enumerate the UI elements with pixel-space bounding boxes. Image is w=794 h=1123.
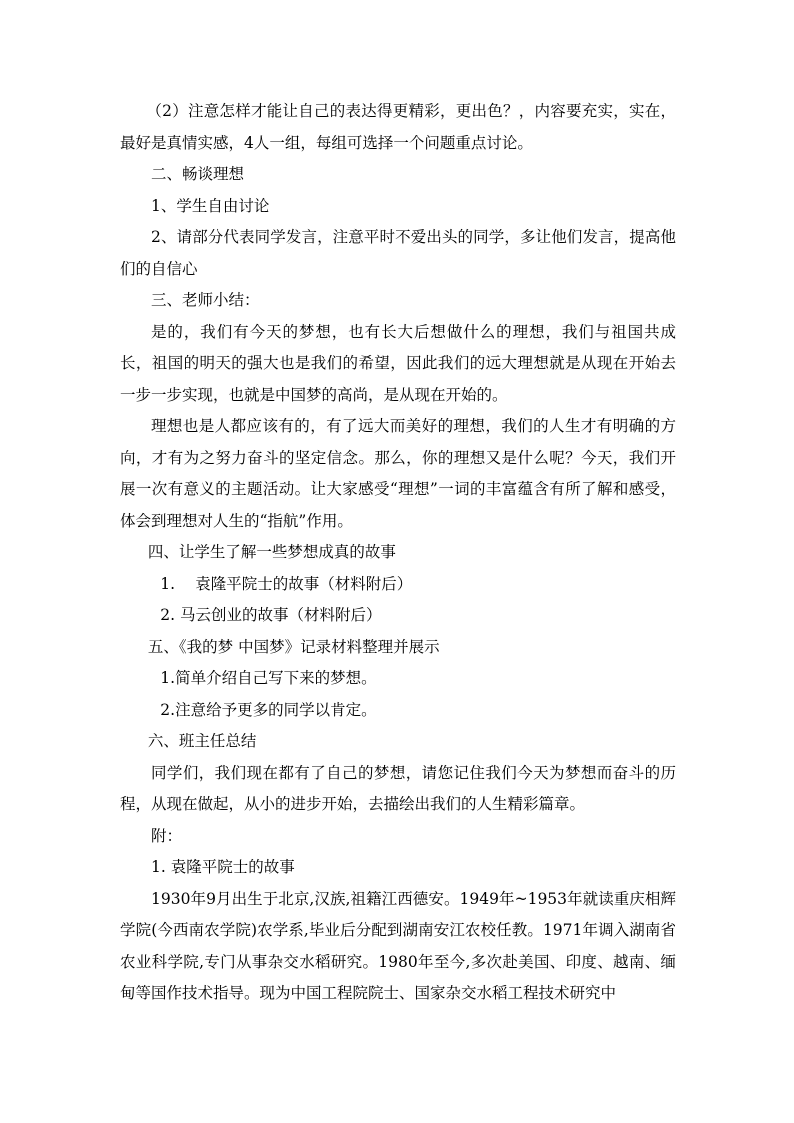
heading-discuss-ideals: 二、畅谈理想 [151,165,245,183]
item-number: 1. [160,574,176,593]
heading-class-teacher-summary: 六、班主任总结 [147,732,257,750]
item-text: 袁隆平院士的故事（材料附后） [195,574,413,593]
paragraph-yuan-longping-bio: 1930年9月出生于北京,汉族,祖籍江西德安。1949年~1953年就读重庆相辉学院(今西南农学院)农学系,毕业后分配到湖南安江农校任教。1971年调入湖南省农业科学院,专门从事杂交水稻研究。1980年至今,多次赴美国、印度、越南、缅甸等国作技术指导。现为中国工程院院士、国家杂交水稻工程技术研究中 [120,889,676,1002]
item-yuan-longping-story [120,569,676,601]
heading-appendix-yuan-longping: 1. 袁隆平院士的故事 [151,858,295,876]
item-jack-ma-story: 2. 马云创业的故事（材料附后） [160,606,382,624]
heading-teacher-summary: 三、老师小结： [151,291,260,309]
document-body [120,96,676,1010]
item-free-discussion: 1、学生自由讨论 [151,196,270,215]
heading-my-dream-china-dream: 五、《我的梦 中国梦》记录材料整理并展示 [147,637,440,656]
paragraph-summary-2: 理想也是人都应该有的，有了远大而美好的理想，我们的人生才有明确的方向，才有为之努力奋斗的坚定信念。那么，你的理想又是什么呢？今天，我们开展一次有意义的主题活动。让大家感受“理想”一词的丰富蕴含有所了解和感受，体会到理想对人生的“指航”作用。 [120,417,676,530]
item-introduce-dream: 1.简单介绍自己写下来的梦想。 [160,669,377,687]
paragraph-closing: 同学们，我们现在都有了自己的梦想，请您记住我们今天为梦想而奋斗的历程，从现在做起，从小的进步开始，去描绘出我们的人生精彩篇章。 [120,763,676,813]
heading-appendix: 附： [151,826,183,845]
item-representative-speech: 2、请部分代表同学发言，注意平时不爱出头的同学，多让他们发言，提高他们的自信心 [120,228,676,278]
heading-dream-stories: 四、让学生了解一些梦想成真的故事 [147,543,396,561]
paragraph-summary-1: 是的，我们有今天的梦想，也有长大后想做什么的理想，我们与祖国共成长，祖国的明天的强大也是我们的希望，因此我们的远大理想就是从现在开始去一步一步实现，也就是中国梦的高尚，是从现在开始的。 [120,322,676,404]
paragraph-discussion-note: （2）注意怎样才能让自己的表达得更精彩，更出色？，内容要充实，实在，最好是真情实感，4人一组，每组可选择一个问题重点讨论。 [120,102,676,152]
item-affirm-students: 2.注意给予更多的同学以肯定。 [160,700,377,719]
